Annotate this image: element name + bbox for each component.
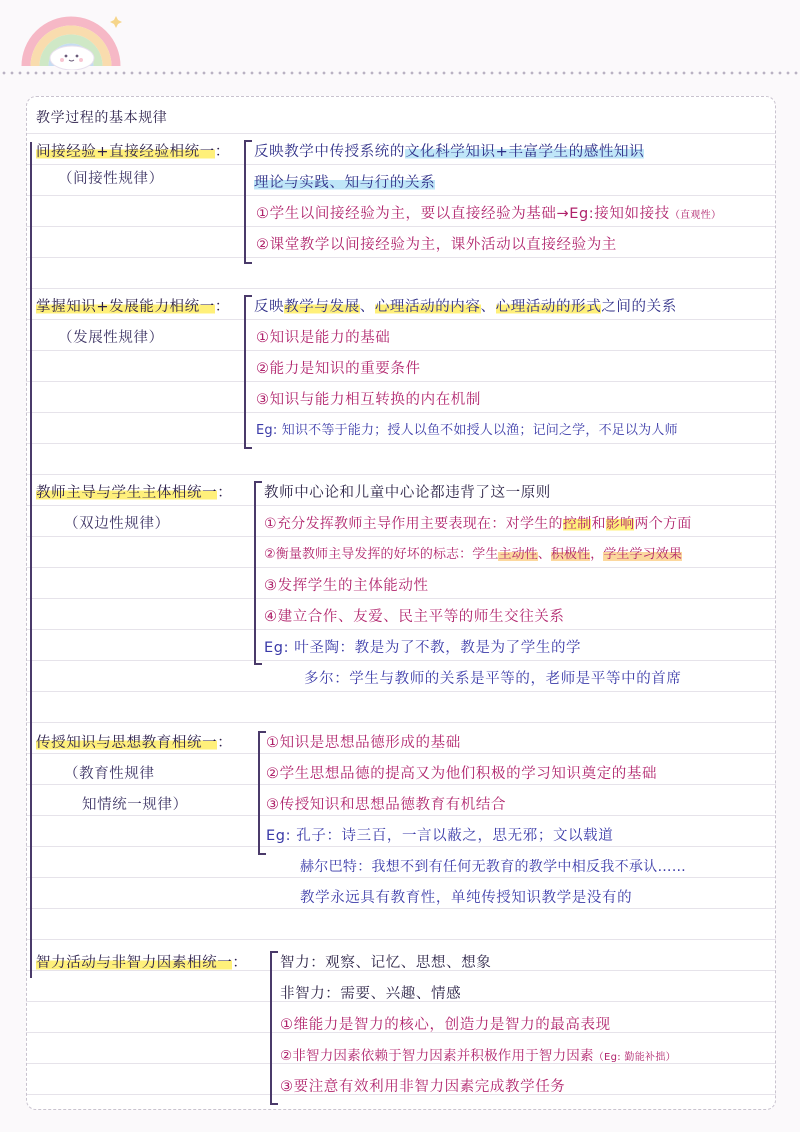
section2-line2: ①知识是能力的基础: [256, 330, 391, 346]
section3-line4: ③发挥学生的主体能动性: [264, 578, 429, 594]
section4-heading: 传授知识与思想教育相统一：: [36, 735, 233, 751]
section3-line5: ④建立合作、友爱、民主平等的师生交往关系: [264, 609, 565, 625]
section5-line2: 非智力：需要、兴趣、情感: [280, 986, 462, 1002]
section1-line3: ①学生以间接经验为主，要以直接经验为基础→Eg:接知如接技（直观性）: [256, 206, 722, 222]
section4-sub1: （教育性规律: [64, 766, 155, 782]
section5-line3: ①维能力是智力的核心，创造力是智力的最高表现: [280, 1017, 611, 1033]
section3-example1: Eg: 叶圣陶：教是为了不教，教是为了学生的学: [264, 640, 582, 656]
section3-sub: （双边性规律）: [64, 516, 170, 532]
section4-sub2: 知情统一规律）: [82, 797, 188, 813]
section4-line3: ③传授知识和思想品德教育有机结合: [266, 797, 507, 813]
section4-line1: ①知识是思想品德形成的基础: [266, 735, 461, 751]
section5-bracket: [270, 951, 278, 1105]
section3-bracket: [254, 481, 262, 665]
section3-line2: ①充分发挥教师主导作用主要表现在：对学生的控制和影响两个方面: [264, 516, 692, 532]
section2-heading: 掌握知识+发展能力相统一：: [36, 299, 230, 315]
section3-heading: 教师主导与学生主体相统一：: [36, 485, 233, 501]
section4-example1: Eg: 孔子：诗三百，一言以蔽之，思无邪；文以载道: [266, 828, 614, 844]
page-title: 教学过程的基本规律: [36, 110, 168, 126]
section1-heading: 间接经验+直接经验相统一：: [36, 144, 230, 160]
section1-line4: ②课堂教学以间接经验为主，课外活动以直接经验为主: [256, 237, 617, 253]
section1-sub: （间接性规律）: [58, 171, 164, 187]
section1-line2: 理论与实践、知与行的关系: [254, 175, 436, 191]
section2-example: Eg: 知识不等于能力；授人以鱼不如授人以渔；记问之学，不足以为人师: [256, 423, 678, 438]
rainbow-sticker: [16, 8, 126, 70]
section5-heading: 智力活动与非智力因素相统一：: [36, 955, 248, 971]
section4-line2: ②学生思想品德的提高又为他们积极的学习知识奠定的基础: [266, 766, 658, 782]
section4-example3: 教学永远具有教育性，单纯传授知识教学是没有的: [300, 890, 633, 906]
section5-line5: ③要注意有效利用非智力因素完成教学任务: [280, 1079, 566, 1095]
section3-line3: ②衡量教师主导发挥的好坏的标志：学生主动性、积极性，学生学习效果: [264, 547, 682, 562]
main-spine: [30, 142, 32, 978]
section4-example2: 赫尔巴特：我想不到有任何无教育的教学中相反我不承认……: [300, 859, 687, 875]
section2-sub: （发展性规律）: [58, 330, 164, 346]
section3-example2: 多尔：学生与教师的关系是平等的，老师是平等中的首席: [304, 671, 682, 687]
section3-line1: 教师中心论和儿童中心论都违背了这一原则: [264, 485, 551, 501]
section4-bracket: [258, 731, 266, 855]
section1-line1: 反映教学中传授系统的文化科学知识+丰富学生的感性知识: [254, 144, 645, 160]
section2-bracket: [244, 295, 252, 449]
section2-line4: ③知识与能力相互转换的内在机制: [256, 392, 481, 408]
section1-bracket: [244, 140, 252, 264]
dotted-divider: [0, 71, 800, 75]
section2-line3: ②能力是知识的重要条件: [256, 361, 421, 377]
section5-line1: 智力：观察、记忆、思想、想象: [280, 955, 492, 971]
section2-line1: 反映教学与发展、心理活动的内容、心理活动的形式之间的关系: [254, 299, 677, 315]
section5-line4: ②非智力因素依赖于智力因素并积极作用于智力因素（Eg: 勤能补拙）: [280, 1048, 676, 1064]
